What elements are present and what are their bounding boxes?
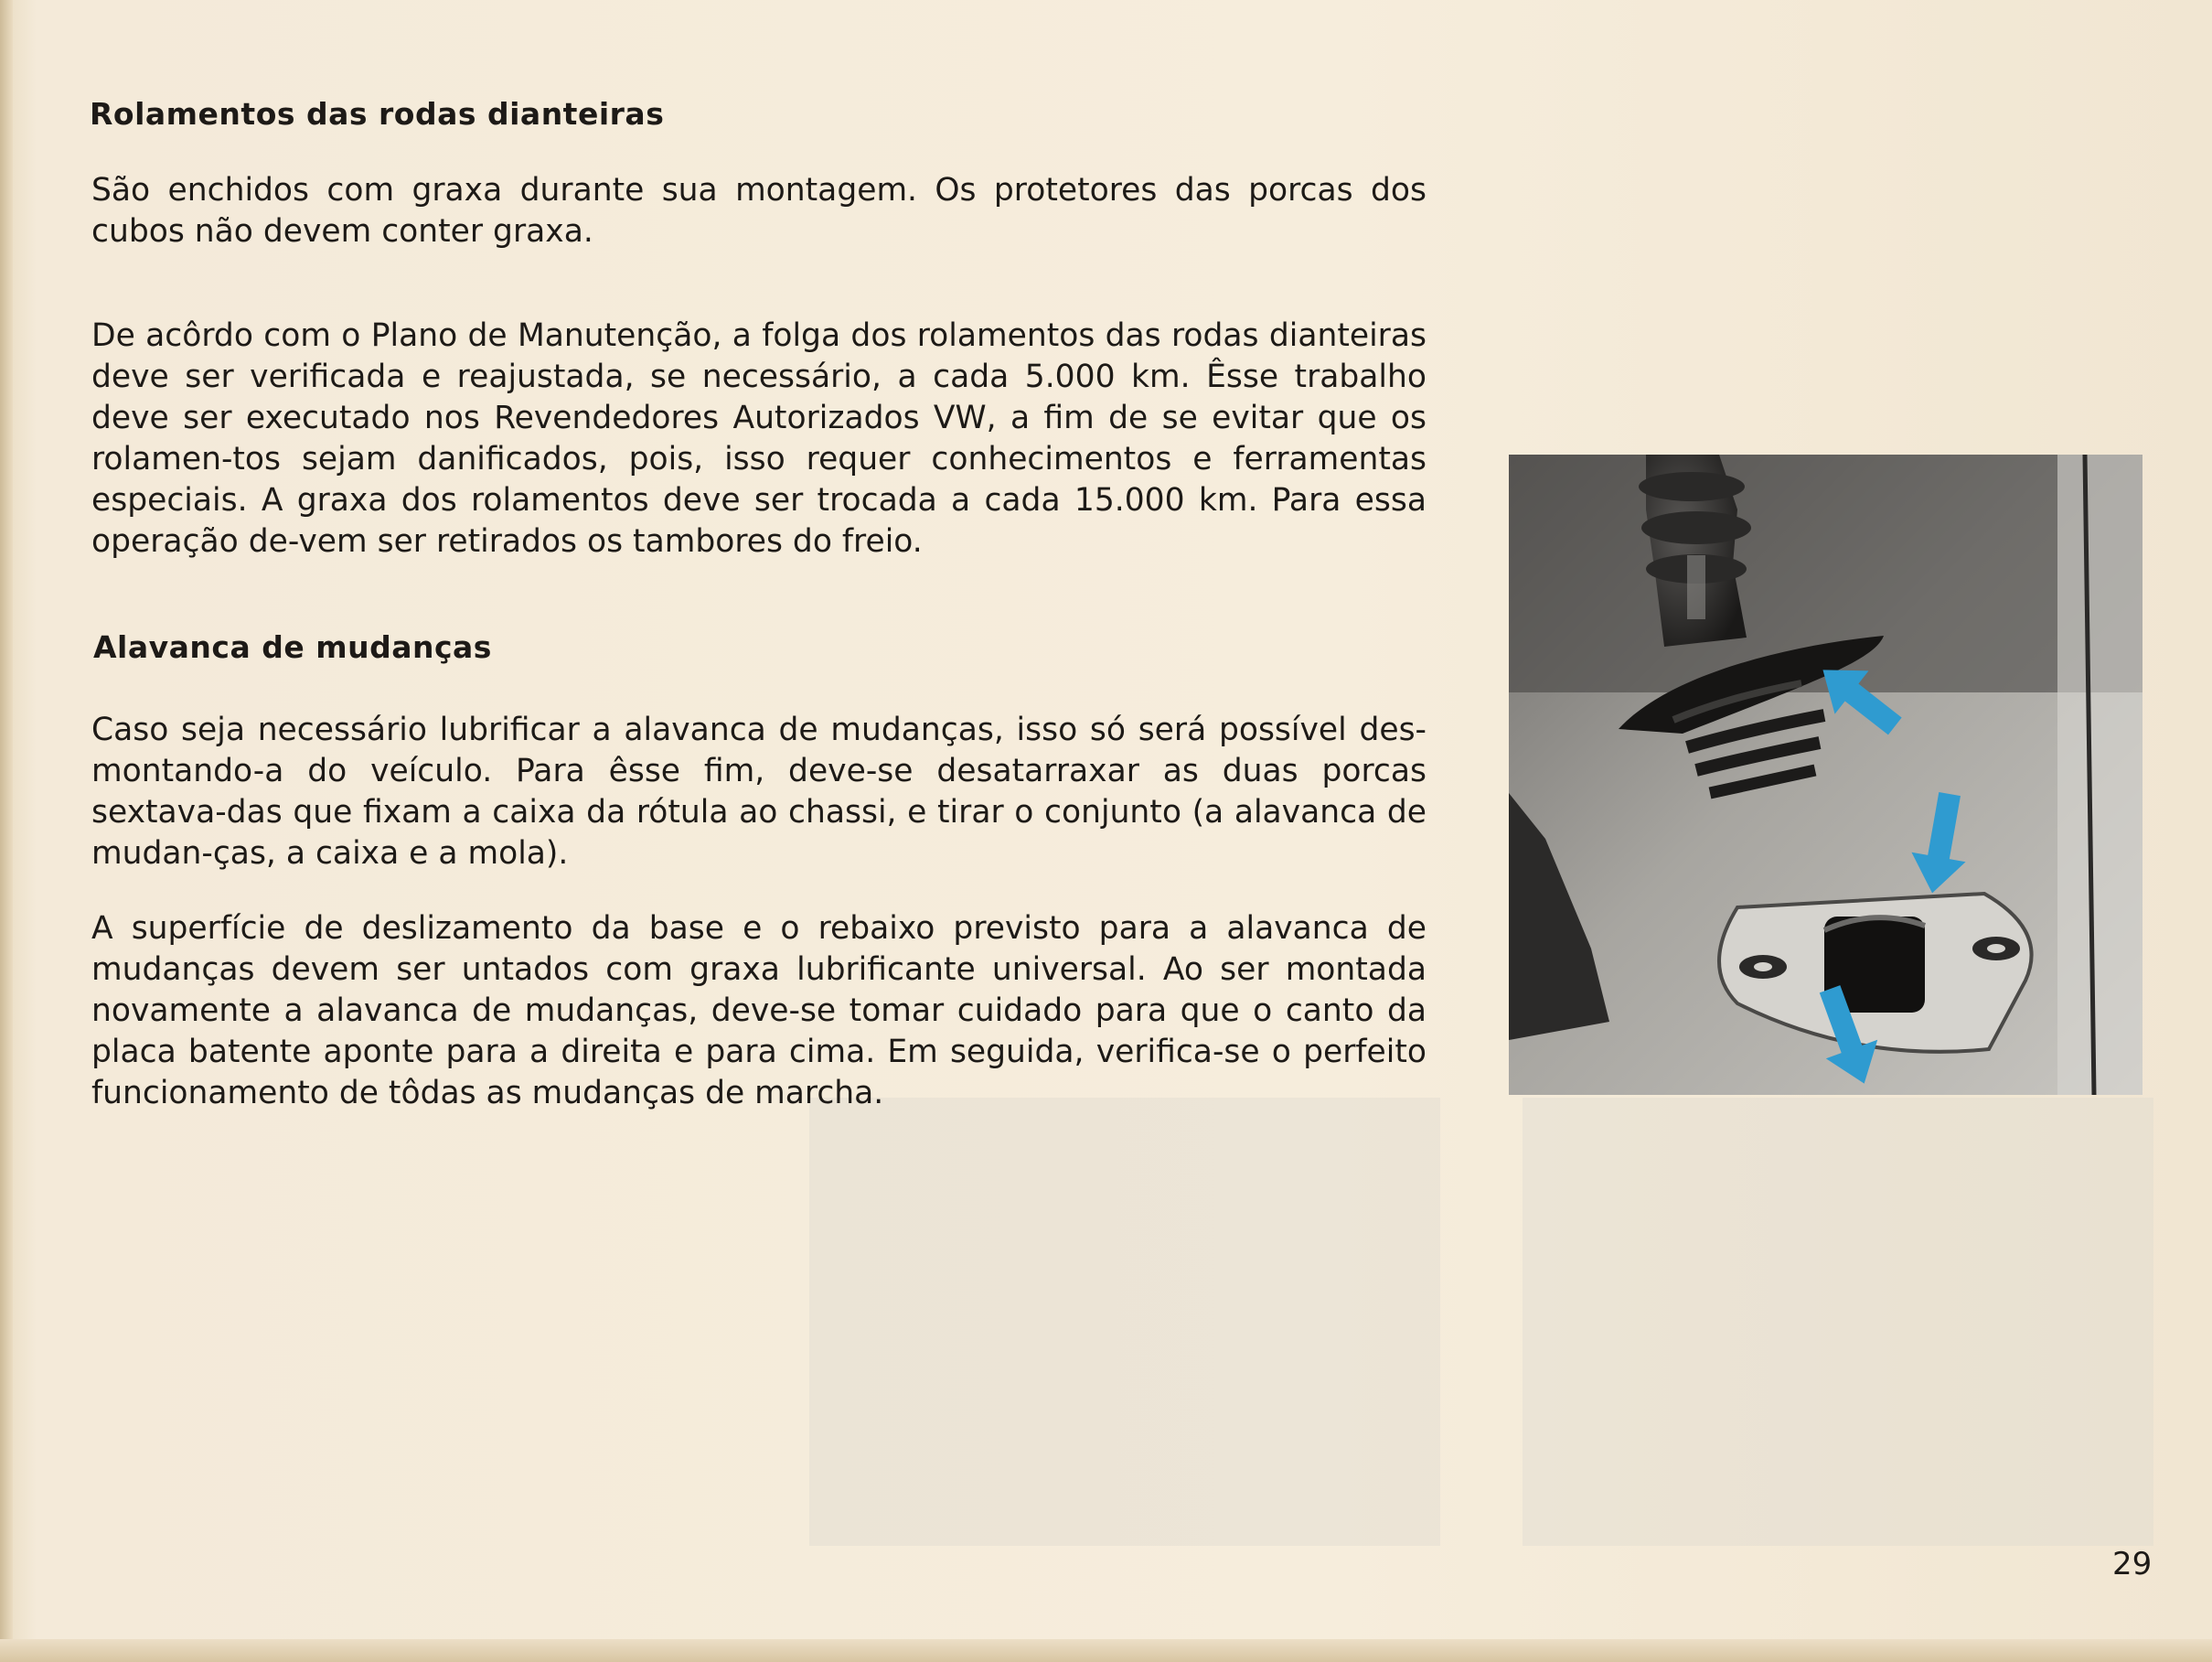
section-title-gear-lever: Alavanca de mudanças xyxy=(93,629,492,665)
gear-lever-paragraph-2: A superfície de deslizamento da base e o rebaixo previsto para a alavanca de mudanças devem ser untados com graxa lubrificante universal. Ao ser montada novamente a alavanca de mudanças, deve-se tomar cuidado para que o canto da placa batente aponte para a direita e para cima. Em seguida, verifica-se o perfeito funcionamento de tôdas as mudanças de marcha. xyxy=(91,910,1427,1111)
section-title-front-bearings: Rolamentos das rodas dianteiras xyxy=(90,96,665,132)
page-number: 29 xyxy=(2112,1546,2153,1582)
show-through-block xyxy=(809,1098,1440,1546)
gear-lever-photo-icon xyxy=(1509,455,2143,1095)
front-bearings-paragraph-2: De acôrdo com o Plano de Manutenção, a folga dos rolamentos das rodas dianteiras deve ser verificada e reajustada, se necessário, a cada 5.000 km. Êsse trabalho deve ser executado nos Revendedores Autorizados VW, a fim de se evitar que os rolamen-tos sejam danificados, pois, isso requer conhecimentos e ferramentas especiais. A graxa dos rolamentos deve ser trocada a cada 15.000 km. Para essa operação de-vem ser retirados os tambores do freio. xyxy=(91,317,1427,560)
gear-lever-paragraph-1: Caso seja necessário lubrificar a alavanca de mudanças, isso só será possível des-montando-a do veículo. Para êsse fim, deve-se desatarraxar as duas porcas sextava-das que fixam a caixa da rótula ao chassi, e tirar o conjunto (a alavanca de mudan-ças, a caixa e a mola). xyxy=(91,712,1427,872)
gear-lever-photo xyxy=(1509,455,2143,1095)
show-through-block xyxy=(1523,1098,2153,1546)
page-binding-edge xyxy=(0,0,13,1662)
front-bearings-paragraph-1: São enchidos com graxa durante sua montagem. Os protetores das porcas dos cubos não devem conter graxa. xyxy=(91,172,1427,250)
page-bottom-edge xyxy=(0,1639,2212,1662)
